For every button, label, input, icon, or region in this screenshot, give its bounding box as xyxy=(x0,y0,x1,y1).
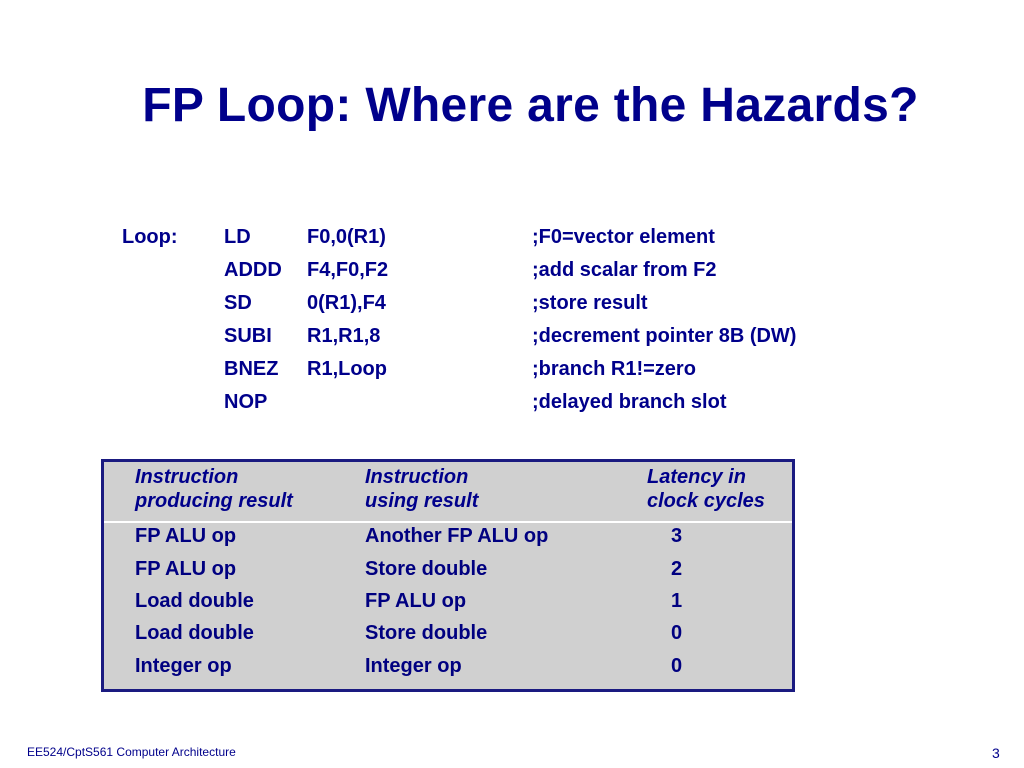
code-comment: ;add scalar from F2 xyxy=(532,259,717,281)
code-opcode: SD xyxy=(224,292,252,314)
footer-page-number: 3 xyxy=(992,745,1000,761)
header-line: clock cycles xyxy=(647,490,765,512)
cell-latency: 0 xyxy=(671,622,683,644)
table-header-latency xyxy=(647,465,765,513)
cell-producer: FP ALU op xyxy=(135,558,237,580)
code-opcode: SUBI xyxy=(224,325,272,347)
slide-title: FP Loop: Where are the Hazards? xyxy=(142,79,919,132)
code-comment: ;delayed branch slot xyxy=(532,391,727,413)
cell-producer: Load double xyxy=(135,622,254,644)
table-row xyxy=(104,655,792,687)
code-opcode: ADDD xyxy=(224,259,282,281)
table-row xyxy=(104,525,792,557)
cell-consumer: Another FP ALU op xyxy=(365,525,549,547)
latency-table xyxy=(101,459,795,692)
cell-producer: Load double xyxy=(135,590,254,612)
code-operands: R1,Loop xyxy=(307,358,387,380)
code-comment: ;branch R1!=zero xyxy=(532,358,696,380)
footer-course: EE524/CptS561 Computer Architecture xyxy=(27,745,236,759)
header-divider xyxy=(104,521,792,523)
code-operands: 0(R1),F4 xyxy=(307,292,386,314)
cell-consumer: Integer op xyxy=(365,655,462,677)
cell-consumer: FP ALU op xyxy=(365,590,467,612)
code-comment: ;F0=vector element xyxy=(532,226,715,248)
cell-producer: Integer op xyxy=(135,655,232,677)
code-operands: F4,F0,F2 xyxy=(307,259,389,281)
code-opcode: LD xyxy=(224,226,251,248)
cell-producer: FP ALU op xyxy=(135,525,237,547)
code-operands: F0,0(R1) xyxy=(307,226,386,248)
code-comment: ;store result xyxy=(532,292,648,314)
table-header-producer xyxy=(135,465,293,513)
table-header-consumer xyxy=(365,465,478,513)
code-line xyxy=(0,391,1024,423)
code-line xyxy=(0,259,1024,291)
cell-consumer: Store double xyxy=(365,558,488,580)
code-operands: R1,R1,8 xyxy=(307,325,381,347)
code-comment: ;decrement pointer 8B (DW) xyxy=(532,325,797,347)
cell-latency: 1 xyxy=(671,590,683,612)
code-line xyxy=(0,292,1024,324)
header-line: using result xyxy=(365,490,479,512)
header-line: Instruction xyxy=(135,466,239,488)
table-row xyxy=(104,622,792,654)
cell-consumer: Store double xyxy=(365,622,488,644)
code-line xyxy=(0,325,1024,357)
table-row xyxy=(104,558,792,590)
cell-latency: 3 xyxy=(671,525,683,547)
header-line: Latency in xyxy=(647,466,746,488)
code-opcode: NOP xyxy=(224,391,268,413)
code-line xyxy=(0,358,1024,390)
code-line xyxy=(0,226,1024,258)
cell-latency: 0 xyxy=(671,655,683,677)
cell-latency: 2 xyxy=(671,558,683,580)
code-label: Loop: xyxy=(122,226,178,248)
table-row xyxy=(104,590,792,622)
header-line: producing result xyxy=(135,490,293,512)
code-opcode: BNEZ xyxy=(224,358,279,380)
header-line: Instruction xyxy=(365,466,469,488)
